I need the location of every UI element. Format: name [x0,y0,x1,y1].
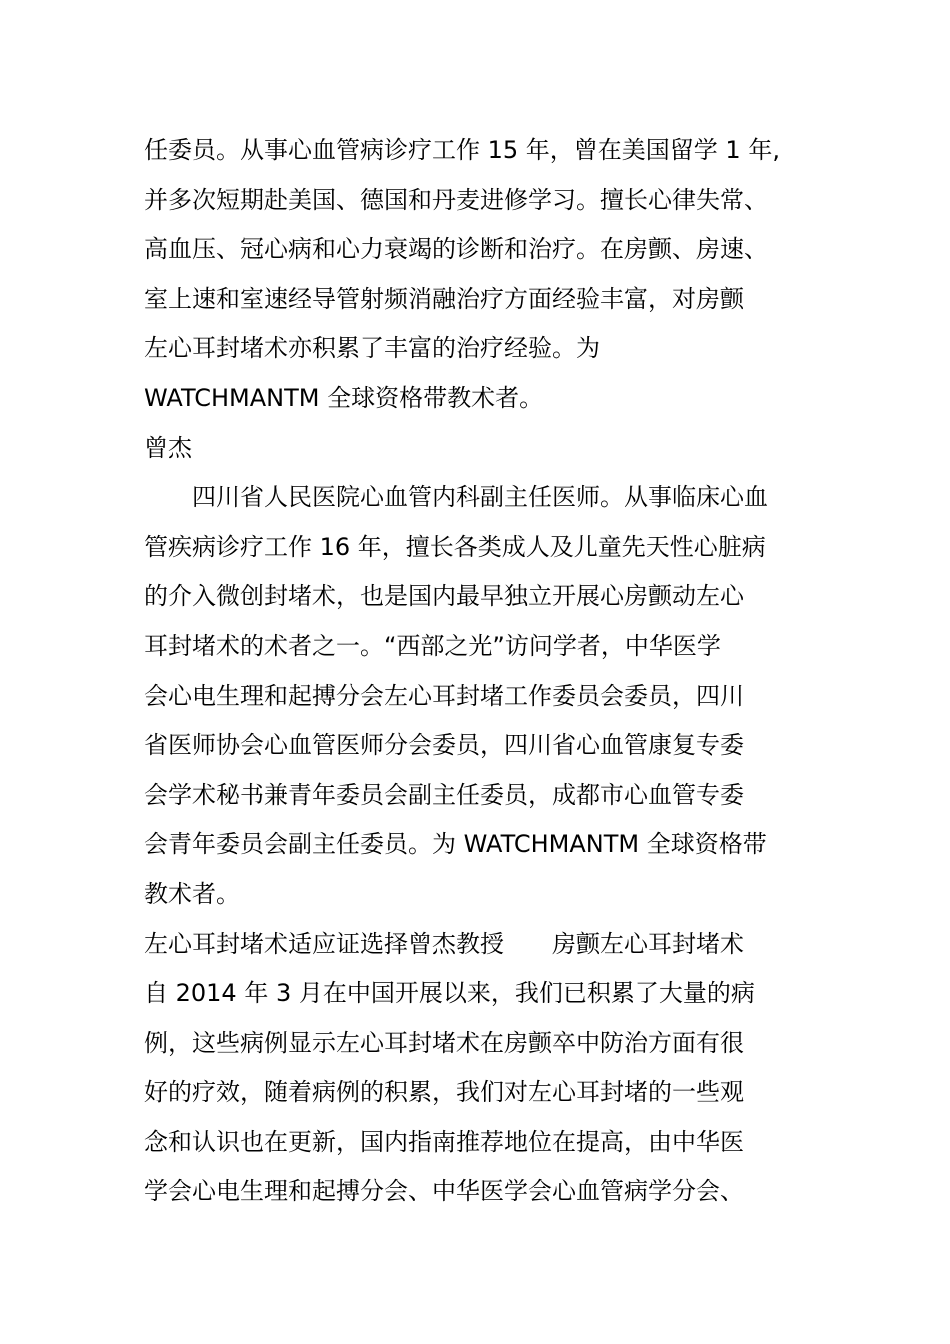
text-line: 并多次短期赴美国、德国和丹麦进修学习。擅长心律失常、 [144,185,768,214]
text-line: 室上速和室速经导管射频消融治疗方面经验丰富，对房颤 [144,284,744,313]
text-line: 四川省人民医院心血管内科副主任医师。从事临床心血 [144,483,768,512]
section-heading: 曾杰 [144,433,192,462]
text-line: 自 2014 年 3 月在中国开展以来，我们已积累了大量的病 [144,979,755,1008]
text-line: 例，这些病例显示左心耳封堵术在房颤卒中防治方面有很 [144,1028,744,1057]
text-line: 学会心电生理和起搏分会、中华医学会心血管病学分会、 [144,1177,744,1206]
text-line: 好的疗效，随着病例的积累，我们对左心耳封堵的一些观 [144,1078,744,1107]
text-line: 的介入微创封堵术，也是国内最早独立开展心房颤动左心 [144,582,744,611]
text-line: WATCHMANTM 全球资格带教术者。 [144,383,544,412]
text-line: 会青年委员会副主任委员。为 WATCHMANTM 全球资格带 [144,830,767,859]
text-line: 左心耳封堵术亦积累了丰富的治疗经验。为 [144,334,600,363]
document-body [144,126,834,1217]
text-line: 高血压、冠心病和心力衰竭的诊断和治疗。在房颤、房速、 [144,235,768,264]
text-line: 左心耳封堵术适应证选择曾杰教授 房颤左心耳封堵术 [144,929,744,958]
text-line: 省医师协会心血管医师分会委员，四川省心血管康复专委 [144,731,744,760]
text-line: 管疾病诊疗工作 16 年，擅长各类成人及儿童先天性心脏病 [144,532,766,561]
text-line: 会心电生理和起搏分会左心耳封堵工作委员会委员，四川 [144,681,744,710]
text-line: 教术者。 [144,879,240,908]
text-line: 会学术秘书兼青年委员会副主任委员，成都市心血管专委 [144,780,744,809]
text-line: 任委员。从事心血管病诊疗工作 15 年，曾在美国留学 1 年, [144,136,780,164]
text-line: 念和认识也在更新，国内指南推荐地位在提高，由中华医 [144,1127,744,1156]
text-line: 耳封堵术的术者之一。“西部之光”访问学者，中华医学 [144,631,721,660]
